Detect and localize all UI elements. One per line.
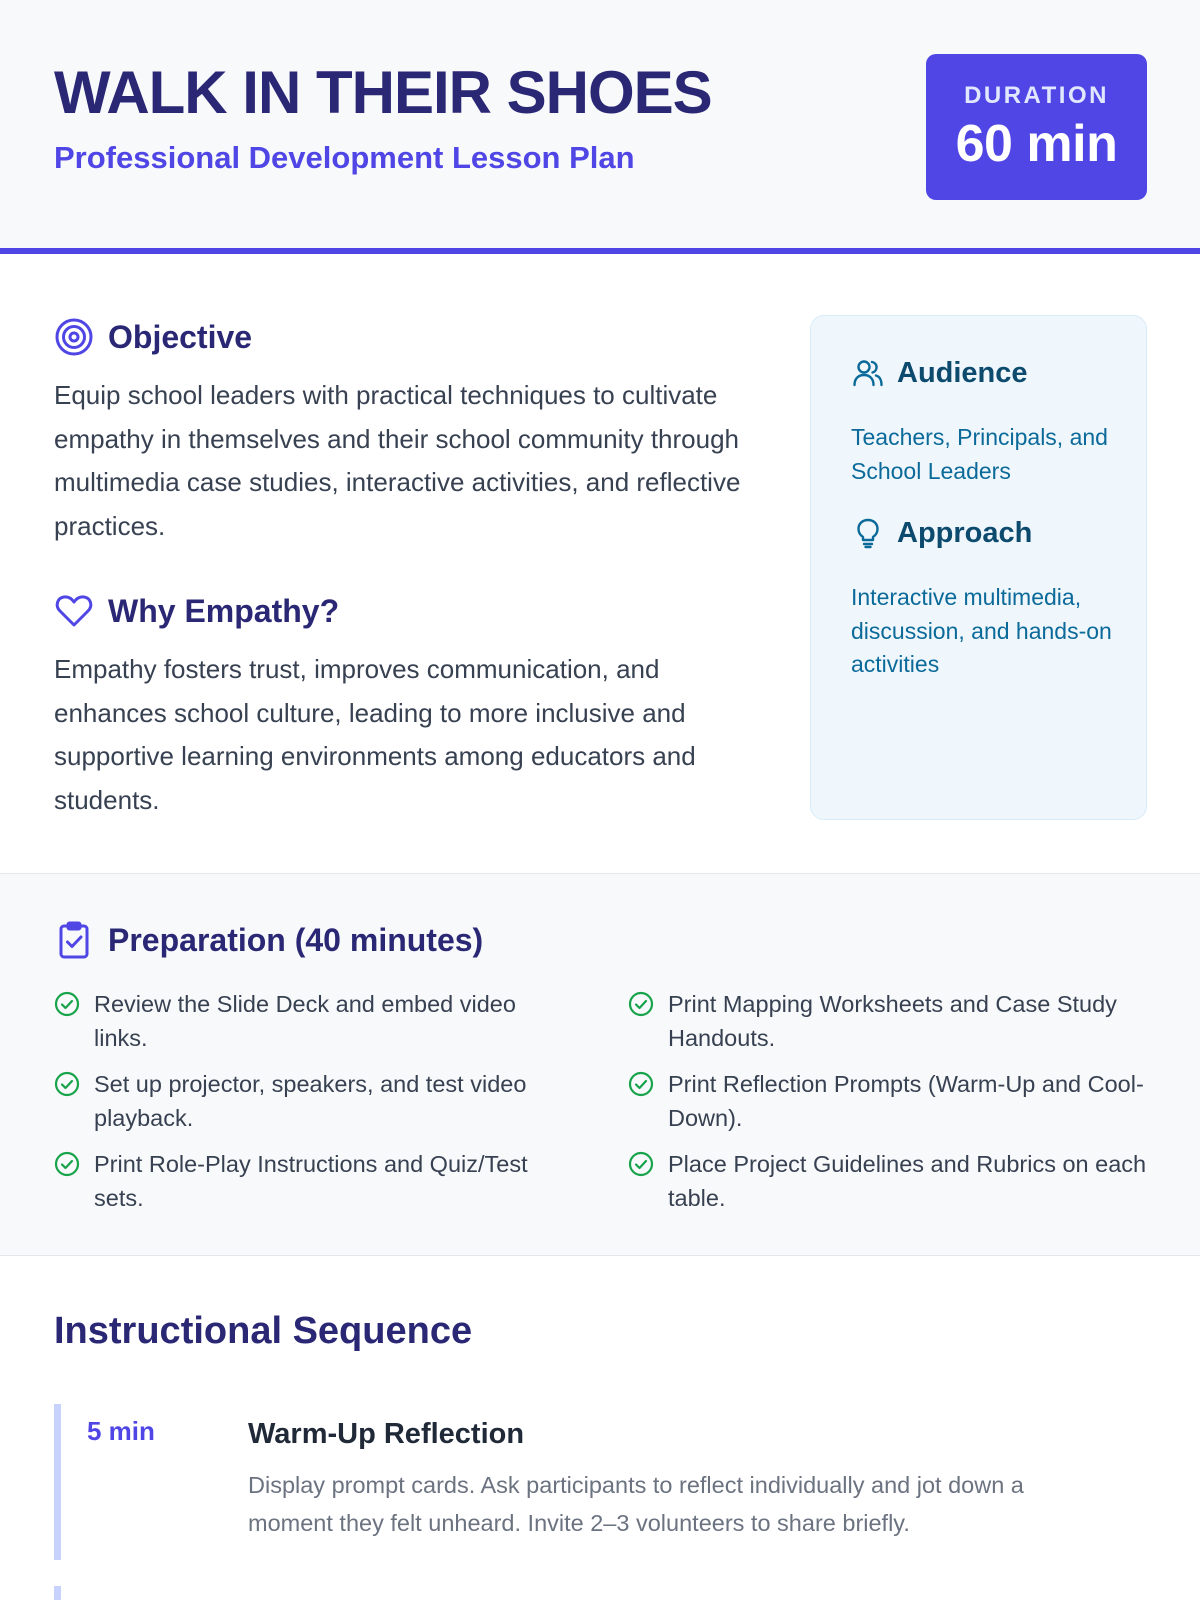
prep-item: Set up projector, speakers, and test video playback. <box>54 1068 574 1135</box>
prep-item: Review the Slide Deck and embed video links. <box>54 988 574 1055</box>
objective-heading <box>54 317 252 357</box>
approach-text: Interactive multimedia, discussion, and hands-on activities <box>851 584 1112 677</box>
page-subtitle: Professional Development Lesson Plan <box>54 140 635 175</box>
prep-item: Print Reflection Prompts (Warm-Up and Cool-Down). <box>628 1068 1148 1135</box>
step-description: Display prompt cards. Ask participants to reflect individually and jot down a moment they felt unheard. Invite 2–3 volunteers to share briefly. <box>248 1472 1024 1536</box>
objective-title: Objective <box>108 318 253 355</box>
step-title: Warm-Up Reflection <box>248 1418 525 1450</box>
clipboard-check-icon <box>54 920 94 960</box>
page-header <box>0 0 1200 254</box>
info-card <box>810 315 1147 820</box>
why-empathy-heading <box>54 591 339 631</box>
target-icon <box>54 317 94 357</box>
step-time: 5 min <box>87 1416 155 1446</box>
audience-text: Teachers, Principals, and School Leaders <box>851 424 1108 484</box>
prep-item: Place Project Guidelines and Rubrics on each table. <box>628 1148 1148 1215</box>
check-circle-icon <box>628 1151 654 1177</box>
sequence-step <box>54 1404 1147 1560</box>
sequence-step-border <box>54 1586 61 1600</box>
sequence-title: Instructional Sequence <box>54 1310 473 1352</box>
duration-value: 60 min <box>955 115 1118 173</box>
prep-item: Print Role-Play Instructions and Quiz/Test sets. <box>54 1148 574 1215</box>
objective-text: Equip school leaders with practical techniques to cultivate empathy in themselves and their school community through multimedia case studies, interactive activities, and reflective practices. <box>54 380 741 541</box>
heart-icon <box>54 591 94 631</box>
approach-heading <box>851 516 1032 550</box>
audience-title: Audience <box>897 356 1028 389</box>
preparation-section <box>0 873 1200 1256</box>
check-circle-icon <box>628 991 654 1017</box>
audience-heading <box>851 356 1028 390</box>
prep-item: Print Mapping Worksheets and Case Study Handouts. <box>628 988 1148 1055</box>
users-icon <box>851 356 885 390</box>
lightbulb-icon <box>851 516 885 550</box>
duration-label: DURATION <box>964 82 1109 109</box>
check-circle-icon <box>54 1071 80 1097</box>
preparation-heading <box>54 920 483 960</box>
preparation-title: Preparation (40 minutes) <box>108 921 484 958</box>
duration-badge <box>926 54 1147 200</box>
check-circle-icon <box>54 1151 80 1177</box>
why-empathy-title: Why Empathy? <box>108 592 340 629</box>
why-empathy-text: Empathy fosters trust, improves communication, and enhances school culture, leading to more inclusive and supportive learning environments among educators and students. <box>54 654 696 815</box>
check-circle-icon <box>54 991 80 1017</box>
page-title: WALK IN THEIR SHOES <box>54 59 712 126</box>
check-circle-icon <box>628 1071 654 1097</box>
approach-title: Approach <box>897 516 1033 549</box>
